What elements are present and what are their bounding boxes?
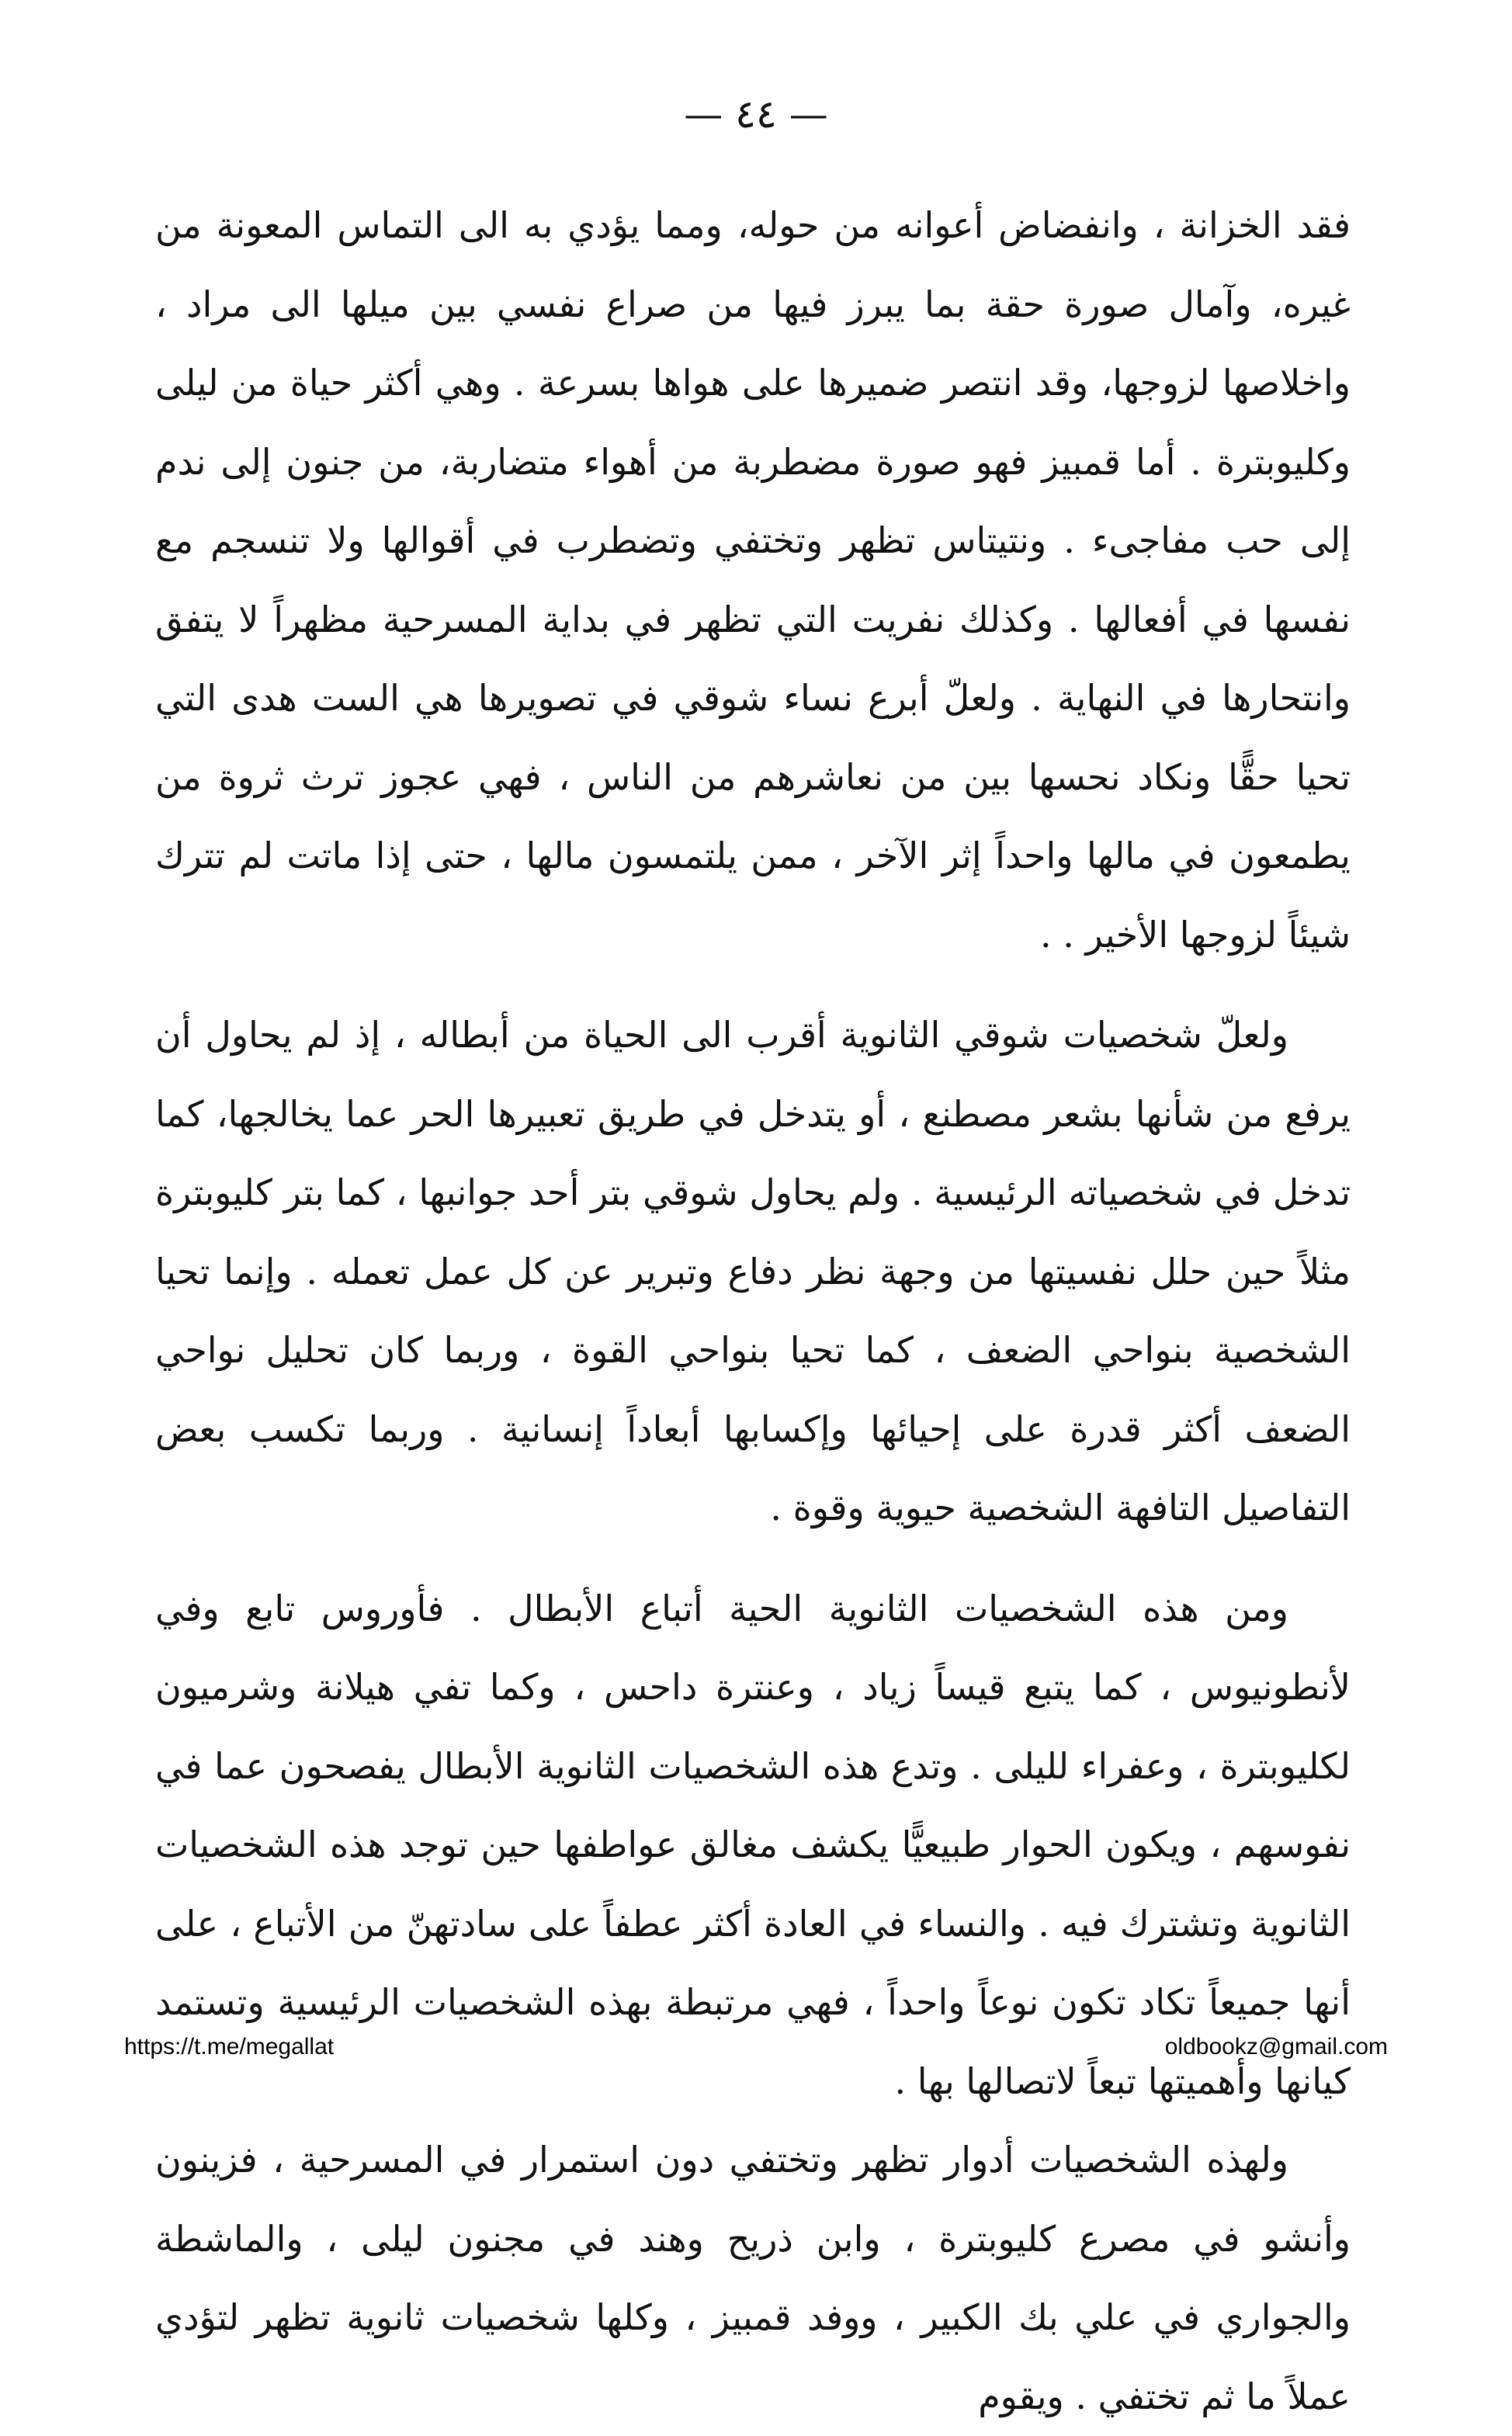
paragraph: ولهذه الشخصيات أدوار تظهر وتختفي دون استمرار في المسرحية ، فزينون وأنشو في مصرع كليوبترة ، وابن ذريح وهند في مجنون ليلى ، والماشطة والجواري في علي بك الكبير ، ووفد قمبيز ، وكلها شخصيات ثانوية تظهر لتؤدي عملاً ما ثم تختفي . ويقوم [155, 2139, 1351, 2417]
footer-email[interactable]: oldbookz@gmail.com [1164, 2034, 1388, 2059]
page-number: — ٤٤ — [684, 92, 828, 137]
footer-telegram-link[interactable]: https://t.me/megallat [124, 2034, 335, 2059]
body-text [155, 186, 1351, 2436]
footer [0, 2034, 1512, 2073]
paragraph: ومن هذه الشخصيات الثانوية الحية أتباع الأبطال . فأوروس تابع وفي لأنطونيوس ، كما يتبع قيساً زياد ، وعنترة داحس ، وكما تفي هيلانة وشرميون لكليوبترة ، وعفراء لليلى . وتدع هذه الشخصيات الثانوية الأبطال يفصحون عما في نفوسهم ، ويكون الحوار طبيعيًّا يكشف مغالق عواطفها حين توجد هذه الشخصيات الثانوية وتشترك فيه . والنساء في العادة أكثر عطفاً على سادتهنّ من الأتباع ، على أنها جميعاً تكاد تكون نوعاً واحداً ، فهي مرتبطة بهذه الشخصيات الرئيسية وتستمد كيانها وأهميتها تبعاً لاتصالها بها . [155, 1587, 1351, 2102]
paragraph: ولعلّ شخصيات شوقي الثانوية أقرب الى الحياة من أبطاله ، إذ لم يحاول أن يرفع من شأنها بشعر مصطنع ، أو يتدخل في طريق تعبيرها الحر عما يخالجها، كما تدخل في شخصياته الرئيسية . ولم يحاول شوقي بتر أحد جوانبها ، كما بتر كليوبترة مثلاً حين حلل نفسيتها من وجهة نظر دفاع وتبرير عن كل عمل تعمله . وإنما تحيا الشخصية بنواحي الضعف ، كما تحيا بنواحي القوة ، وربما كان تحليل نواحي الضعف أكثر قدرة على إحيائها وإكسابها أبعاداً إنسانية . وربما تكسب بعض التفاصيل التافهة الشخصية حيوية وقوة . [155, 1014, 1351, 1529]
paragraph: فقد الخزانة ، وانفضاض أعوانه من حوله، ومما يؤدي به الى التماس المعونة من غيره، وآمال صورة حقة بما يبرز فيها من صراع نفسي بين ميلها الى مراد ، واخلاصها لزوجها، وقد انتصر ضميرها على هواها بسرعة . وهي أكثر حياة من ليلى وكليوبترة . أما قمبيز فهو صورة مضطربة من أهواء متضاربة، من جنون إلى ندم إلى حب مفاجىء . ونتيتاس تظهر وتختفي وتضطرب في أقوالها ولا تنسجم مع نفسها في أفعالها . وكذلك نفريت التي تظهر في بداية المسرحية مظهراً لا يتفق وانتحارها في النهاية . ولعلّ أبرع نساء شوقي في تصويرها هي الست هدى التي تحيا حقًّا ونكاد نحسها بين من نعاشرهم من الناس ، فهي عجوز ترث ثروة من يطمعون في مالها واحداً إثر الآخر ، ممن يلتمسون مالها ، حتى إذا ماتت لم تترك شيئاً لزوجها الأخير . . [155, 204, 1351, 956]
